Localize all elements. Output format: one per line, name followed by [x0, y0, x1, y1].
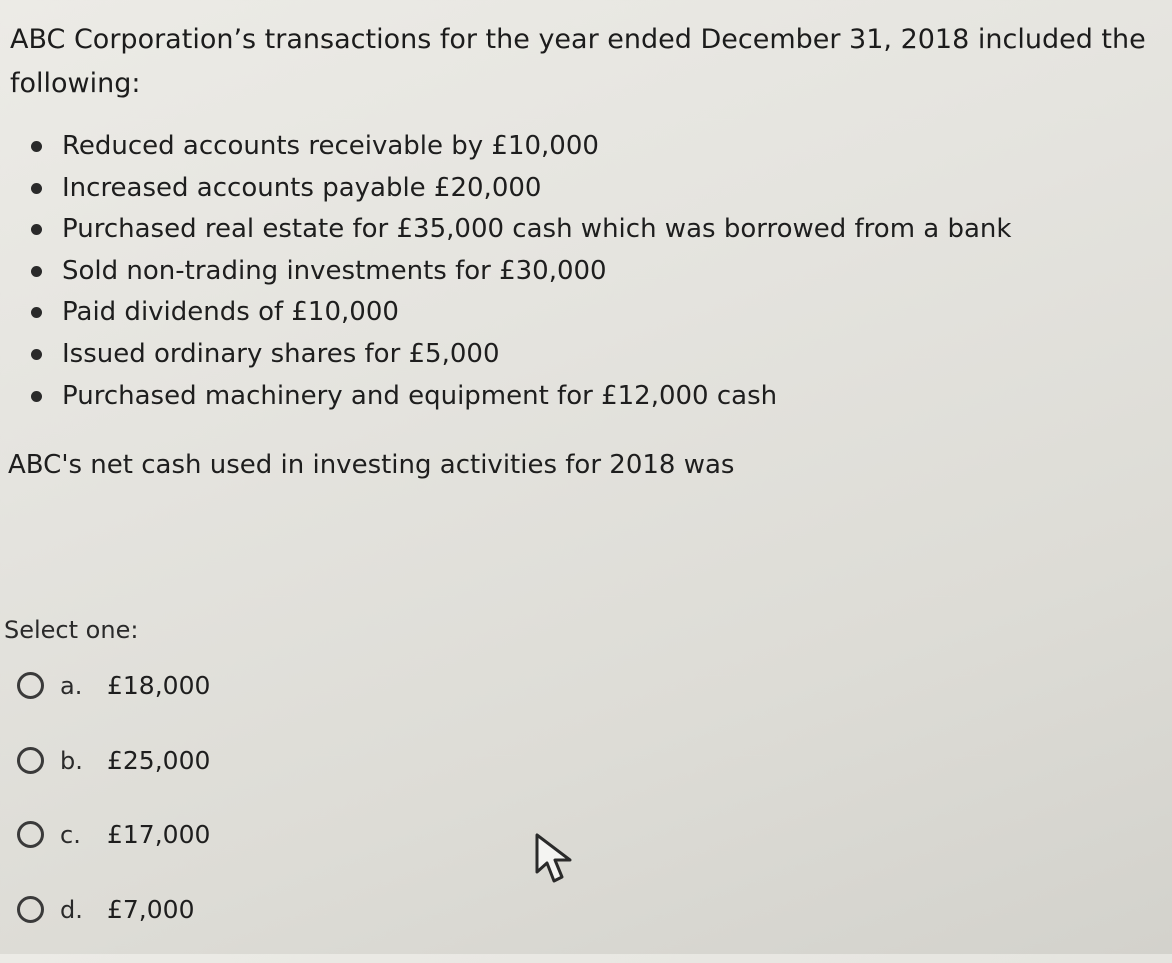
bullet-dot-icon: [31, 349, 42, 360]
option-letter: b.: [60, 746, 83, 775]
list-item: [0, 168, 1011, 210]
option-value[interactable]: £18,000: [107, 671, 211, 700]
list-item-text: Reduced accounts receivable by £10,000: [62, 131, 599, 161]
list-item: [0, 376, 1011, 418]
list-item-text: Purchased real estate for £35,000 cash which was borrowed from a bank: [62, 214, 1012, 245]
question-prompt: ABC's net cash used in investing activities for 2018 was: [8, 450, 735, 480]
select-one-label: Select one:: [4, 616, 139, 644]
radio-unselected-icon[interactable]: [17, 747, 44, 774]
radio-unselected-icon[interactable]: [17, 672, 44, 699]
radio-unselected-icon[interactable]: [17, 896, 44, 923]
list-item-text: Increased accounts payable £20,000: [62, 172, 542, 203]
option-value[interactable]: £17,000: [107, 820, 211, 850]
option-letter: a.: [60, 672, 83, 700]
bullet-dot-icon: [31, 307, 42, 318]
list-item-text: Purchased machinery and equipment for £12,000 cash: [62, 380, 778, 411]
list-item: [0, 334, 1011, 376]
mouse-pointer-icon: [533, 832, 583, 886]
list-item-text: Issued ordinary shares for £5,000: [62, 338, 500, 369]
list-item: [0, 126, 1011, 168]
list-item-text: Sold non-trading investments for £30,000: [62, 255, 607, 286]
bullet-dot-icon: [31, 224, 42, 235]
list-item: [0, 209, 1011, 251]
option-letter: c.: [60, 821, 81, 850]
answer-option-b[interactable]: [0, 740, 700, 815]
option-value[interactable]: £7,000: [107, 894, 195, 924]
bullet-dot-icon: [31, 266, 42, 277]
answer-option-c[interactable]: [0, 814, 700, 889]
bullet-dot-icon: [31, 183, 42, 194]
answer-option-d[interactable]: [0, 889, 700, 963]
list-item: [0, 292, 1011, 334]
transaction-list: [0, 126, 1011, 417]
radio-unselected-icon[interactable]: [17, 821, 44, 848]
answer-options: [0, 665, 700, 963]
bullet-dot-icon: [31, 141, 42, 152]
question-text: ABC Corporation’s transactions for the year ended December 31, 2018 included the following:: [10, 24, 1146, 99]
option-value[interactable]: £25,000: [107, 745, 211, 775]
list-item: [0, 251, 1011, 293]
answer-option-a[interactable]: [0, 665, 700, 740]
option-letter: d.: [60, 895, 83, 924]
list-item-text: Paid dividends of £10,000: [62, 297, 399, 328]
bullet-dot-icon: [31, 391, 42, 402]
